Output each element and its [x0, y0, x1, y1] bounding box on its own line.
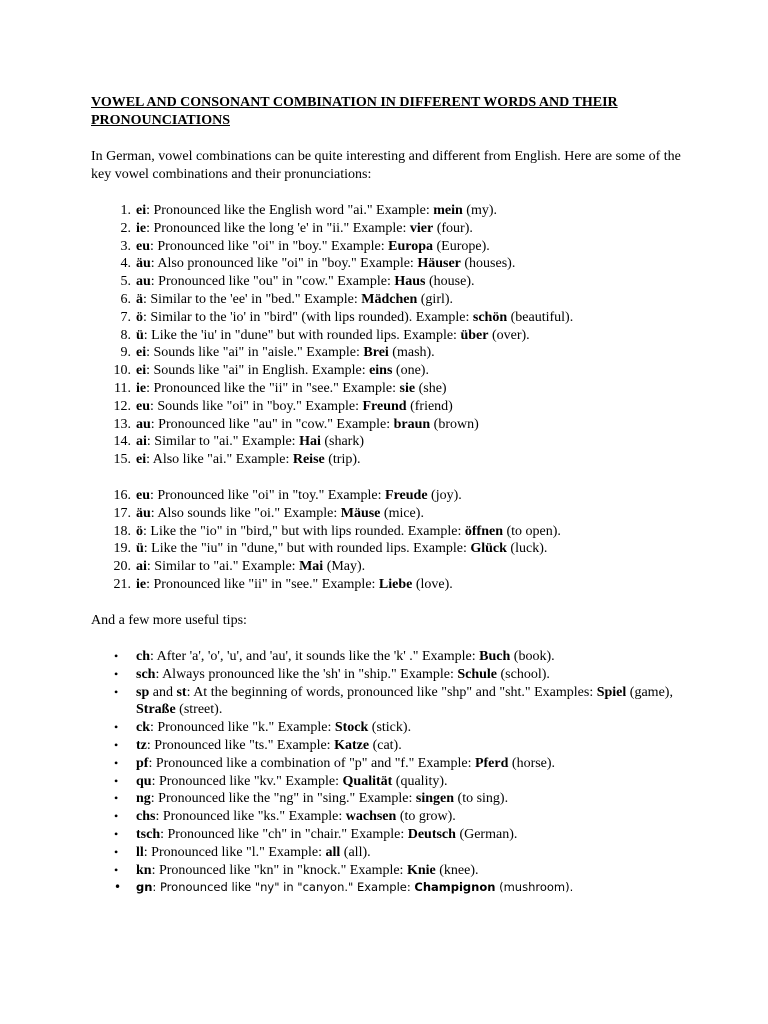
- list-item-text: [136, 309, 573, 327]
- tip-list-item: [91, 808, 681, 826]
- example-word: vier: [409, 220, 434, 236]
- list-item-text: [136, 737, 681, 755]
- combination-key: ai: [136, 434, 147, 450]
- example-word: mein: [433, 203, 463, 218]
- combination-key: au: [136, 274, 151, 290]
- combination-key: ei: [136, 363, 147, 379]
- translation: (trip).: [324, 452, 361, 468]
- vowel-list-item: [91, 202, 691, 220]
- description: : Similar to the 'io' in "bird" (with lips rounded). Example:: [143, 309, 473, 325]
- list-item-text: [136, 648, 681, 666]
- translation: (shark): [320, 434, 365, 450]
- tip-list-item: [91, 790, 681, 808]
- list-item-text: [136, 576, 453, 594]
- combination-key: ü: [136, 327, 144, 343]
- bullet-icon: •: [114, 666, 119, 681]
- combination-key: eu: [136, 398, 150, 414]
- example-word: Mädchen: [361, 291, 418, 307]
- list-item-text: [136, 719, 681, 737]
- translation: (mash).: [388, 345, 435, 361]
- list-item-text: [136, 273, 475, 291]
- list-item-text: [136, 666, 681, 684]
- combination-key: tsch: [136, 826, 161, 842]
- description: : Pronounced like "oi" in "boy." Example:: [150, 238, 389, 254]
- document-title: VOWEL AND CONSONANT COMBINATION IN DIFFERENT WORDS AND THEIR PRONOUNCIATIONS: [91, 95, 618, 128]
- combination-key: ch: [136, 649, 150, 664]
- list-number: 21.: [113, 576, 131, 592]
- translation: (school).: [497, 666, 550, 682]
- vowel-list-item: [91, 523, 691, 541]
- example-word: Qualität: [342, 773, 393, 789]
- combination-key: qu: [136, 773, 152, 789]
- list-item-text: [136, 505, 424, 523]
- translation: (mushroom).: [495, 880, 574, 895]
- translation: (mice).: [380, 505, 424, 521]
- bullet-icon: •: [114, 755, 119, 770]
- list-number: 15.: [113, 452, 131, 468]
- list-item-text: [136, 433, 364, 451]
- translation: (May).: [323, 559, 366, 575]
- example-word: singen: [415, 791, 455, 807]
- vowel-list-item: [91, 255, 691, 273]
- vowel-list-item: [91, 416, 691, 434]
- tip-list-item: [91, 648, 681, 666]
- list-item-text: [136, 451, 361, 469]
- example-word: Haus: [394, 274, 426, 290]
- description: : Pronounced like "ii" in "see." Example:: [146, 576, 379, 592]
- list-item-text: [136, 291, 453, 309]
- description: : Pronounced like "kn" in "knock." Example:: [151, 862, 407, 878]
- description: : Similar to "ai." Example:: [146, 434, 300, 450]
- combination-key: ö: [136, 523, 143, 539]
- description: : Like the 'iu' in "dune" but with rounded lips. Example:: [143, 327, 461, 343]
- example-word: eins: [369, 363, 393, 379]
- translation: (love).: [412, 576, 453, 592]
- list-item-text: [136, 844, 681, 862]
- combination-key: ei: [136, 203, 147, 218]
- vowel-list-item: [91, 220, 691, 238]
- description: : Pronounced like "au" in "cow." Example:: [150, 416, 394, 432]
- translation: (game),: [626, 684, 673, 700]
- description: : Always pronounced like the 'sh' in "ship." Example:: [155, 666, 458, 682]
- translation: (to open).: [503, 523, 561, 539]
- combination-key: ng: [136, 791, 151, 807]
- vowel-list-item: [91, 398, 691, 416]
- list-item-text: [136, 684, 681, 720]
- combination-key: ei: [136, 452, 147, 468]
- translation: (horse).: [508, 755, 556, 771]
- description: : Similar to "ai." Example:: [146, 559, 300, 575]
- vowel-list-item: [91, 309, 691, 327]
- example-word: Freund: [362, 398, 407, 414]
- tip-list-item: [91, 844, 681, 862]
- combination-key: ck: [136, 720, 150, 736]
- vowel-list-item: [91, 540, 691, 558]
- combination-key: sp: [136, 684, 150, 700]
- list-item-text: [136, 255, 515, 273]
- translation: (one).: [392, 363, 429, 379]
- vowel-list-item: [91, 327, 691, 345]
- translation: (knee).: [435, 862, 479, 878]
- tip-list-item: [91, 719, 681, 737]
- tips-intro: And a few more useful tips:: [91, 613, 247, 628]
- combination-key: gn: [136, 880, 153, 895]
- combination-key: chs: [136, 809, 156, 825]
- list-item-text: [136, 773, 681, 791]
- combination-key: st: [176, 684, 187, 700]
- vowel-list-item: [91, 558, 691, 576]
- example-word: Spiel: [596, 684, 627, 700]
- list-item-text: [136, 523, 561, 541]
- combination-key: pf: [136, 755, 149, 771]
- example-word: Knie: [406, 862, 436, 878]
- combination-key: ü: [136, 541, 144, 557]
- description: : Sounds like "ai" in "aisle." Example:: [146, 345, 364, 361]
- vowel-list-item: [91, 487, 691, 505]
- example-word: all: [325, 844, 341, 860]
- translation: (she): [415, 380, 447, 396]
- translation: (Europe).: [433, 238, 490, 254]
- bullet-icon: •: [114, 826, 119, 841]
- list-item-text: [136, 398, 453, 416]
- combination-key: äu: [136, 505, 151, 521]
- description: : Pronounced like "kv." Example:: [151, 773, 343, 789]
- list-number: 11.: [114, 380, 131, 396]
- tip-list-item: [91, 684, 681, 720]
- example-word: Freude: [385, 488, 428, 503]
- list-item-text: [136, 238, 490, 256]
- combination-key: ä: [136, 291, 143, 307]
- bullet-icon: •: [114, 684, 119, 699]
- example-word: sie: [399, 380, 416, 396]
- example-word: Glück: [470, 541, 507, 557]
- example-word: öffnen: [464, 523, 503, 539]
- bullet-icon: •: [114, 809, 119, 824]
- vowel-list-item: [91, 451, 691, 469]
- combination-key: ie: [136, 576, 147, 592]
- translation: (houses).: [460, 256, 516, 272]
- example-word: über: [460, 327, 489, 343]
- list-number: 12.: [113, 398, 131, 414]
- example-word: Brei: [363, 345, 389, 361]
- description: : Pronounced like the long 'e' in "ii." Example:: [146, 220, 410, 236]
- vowel-list-item: [91, 380, 691, 398]
- tip-list-item: [91, 862, 681, 880]
- translation: (beautiful).: [507, 309, 574, 325]
- translation: (to grow).: [396, 809, 456, 825]
- description: : Pronounced like a combination of "p" and "f." Example:: [148, 755, 475, 771]
- translation: (all).: [340, 844, 371, 860]
- list-number: 5.: [120, 274, 131, 290]
- list-item-text: [136, 808, 681, 826]
- description: : Pronounced like the English word "ai." Example:: [146, 203, 434, 218]
- description: : Sounds like "oi" in "boy." Example:: [150, 398, 363, 414]
- list-item-text: [136, 558, 365, 576]
- bullet-icon: •: [114, 649, 119, 663]
- list-number: 17.: [113, 505, 131, 521]
- example-word: Stock: [334, 720, 369, 736]
- list-item-text: [136, 862, 681, 880]
- list-item-text: [136, 826, 681, 844]
- vowel-list-item: [91, 433, 691, 451]
- translation: (quality).: [392, 773, 448, 789]
- example-word: Deutsch: [407, 826, 456, 842]
- list-number: 19.: [113, 541, 131, 557]
- intro-paragraph: In German, vowel combinations can be quite interesting and different from English. Here are some of the key vowel combinations and their pronunciations:: [91, 149, 681, 182]
- bullet-icon: •: [114, 844, 119, 859]
- description: : Pronounced like "ch" in "chair." Example:: [160, 826, 408, 842]
- connector: and: [149, 684, 177, 700]
- description: : Sounds like "ai" in English. Example:: [146, 363, 370, 379]
- tip-list-item: [91, 879, 681, 897]
- example-word: Champignon: [414, 880, 496, 895]
- combination-key: tz: [136, 737, 147, 753]
- vowel-list-item: [91, 362, 691, 380]
- list-item-text: [136, 755, 681, 773]
- description: : Pronounced like "ks." Example:: [155, 809, 346, 825]
- translation: (stick).: [368, 720, 412, 736]
- tip-list-item: [91, 773, 681, 791]
- tip-list-item: [91, 737, 681, 755]
- example-word: Europa: [388, 238, 434, 254]
- example-word: braun: [393, 416, 431, 432]
- description: : Like the "iu" in "dune," but with rounded lips. Example:: [143, 541, 471, 557]
- translation: (house).: [425, 274, 475, 290]
- example-word: Buch: [479, 649, 511, 664]
- list-item-text: [136, 416, 479, 434]
- description: : Pronounced like the "ng" in "sing." Example:: [150, 791, 416, 807]
- list-number: 6.: [120, 291, 131, 307]
- list-number: 7.: [120, 309, 131, 325]
- list-number: 3.: [120, 238, 131, 254]
- description: : At the beginning of words, pronounced like "shp" and "sht." Examples:: [186, 684, 597, 700]
- description: : After 'a', 'o', 'u', and 'au', it sounds like the 'k' ." Example:: [150, 649, 480, 664]
- tip-list-item: [91, 755, 681, 773]
- translation: (to sing).: [454, 791, 509, 807]
- description: : Like the "io" in "bird," but with lips rounded. Example:: [143, 523, 465, 539]
- list-number: 4.: [120, 256, 131, 272]
- combination-key: sch: [136, 666, 156, 682]
- list-item-text: [136, 380, 447, 398]
- description: : Also pronounced like "oi" in "boy." Example:: [150, 256, 418, 272]
- list-item-text: [136, 344, 435, 362]
- list-item-text: [136, 327, 530, 345]
- list-item-text: [136, 879, 681, 897]
- combination-key: ö: [136, 309, 143, 325]
- description: : Pronounced like the "ii" in "see." Example:: [146, 380, 400, 396]
- translation: (my).: [462, 203, 497, 218]
- combination-key: ie: [136, 220, 147, 236]
- combination-key: au: [136, 416, 151, 432]
- description: : Pronounced like "ou" in "cow." Example:: [150, 274, 395, 290]
- list-number: 9.: [120, 345, 131, 361]
- list-item-text: [136, 220, 473, 238]
- example-word: Mai: [299, 559, 324, 575]
- example-word: Katze: [334, 737, 370, 753]
- translation: (over).: [488, 327, 530, 343]
- combination-key: eu: [136, 238, 150, 254]
- combination-key: eu: [136, 488, 150, 503]
- example-word: Pferd: [474, 755, 509, 771]
- example-word: Liebe: [378, 576, 413, 592]
- combination-key: kn: [136, 862, 152, 878]
- list-number: 1.: [120, 203, 131, 218]
- description: : Pronounced like "oi" in "toy." Example:: [150, 488, 386, 503]
- description: : Pronounced like "ts." Example:: [146, 737, 335, 753]
- example-word: Reise: [292, 452, 325, 468]
- list-number: 10.: [113, 363, 131, 379]
- description: : Similar to the 'ee' in "bed." Example:: [143, 291, 362, 307]
- example-word: Mäuse: [340, 505, 381, 521]
- vowel-list-part-2: [91, 487, 691, 594]
- translation: (four).: [433, 220, 473, 236]
- vowel-list-item: [91, 505, 691, 523]
- translation: (street).: [175, 702, 223, 718]
- translation: (book).: [510, 649, 555, 664]
- example-word: Hai: [299, 434, 321, 450]
- vowel-list-item: [91, 291, 691, 309]
- list-item-text: [136, 362, 429, 380]
- tip-list-item: [91, 826, 681, 844]
- combination-key: ll: [136, 844, 144, 860]
- tip-list-item: [91, 666, 681, 684]
- vowel-list-part-1: [91, 202, 691, 469]
- list-number: 14.: [113, 434, 131, 450]
- description: : Also sounds like "oi." Example:: [150, 505, 341, 521]
- translation: (brown): [430, 416, 479, 432]
- description: : Pronounced like "ny" in "canyon." Example:: [152, 880, 415, 895]
- vowel-list-item: [91, 576, 691, 594]
- bullet-icon: •: [114, 791, 119, 806]
- translation: (cat).: [369, 737, 402, 753]
- combination-key: ei: [136, 345, 147, 361]
- combination-key: ie: [136, 380, 147, 396]
- vowel-list-item: [91, 273, 691, 291]
- list-item-text: [136, 540, 547, 558]
- translation: (joy).: [427, 488, 462, 503]
- translation: (friend): [406, 398, 453, 414]
- example-word: Schule: [457, 666, 498, 682]
- bullet-icon: •: [114, 737, 119, 752]
- bullet-icon: •: [114, 773, 119, 788]
- list-item-text: [136, 487, 462, 505]
- example-word: Straße: [136, 702, 176, 718]
- list-number: 8.: [120, 327, 131, 343]
- translation: (German).: [455, 826, 518, 842]
- bullet-icon: •: [114, 862, 119, 877]
- description: : Pronounced like "l." Example:: [143, 844, 326, 860]
- list-number: 18.: [113, 523, 131, 539]
- description: : Pronounced like "k." Example:: [150, 720, 335, 736]
- translation: (girl).: [417, 291, 454, 307]
- description: : Also like "ai." Example:: [146, 452, 293, 468]
- example-word: wachsen: [345, 809, 397, 825]
- vowel-list-item: [91, 238, 691, 256]
- list-number: 20.: [113, 559, 131, 575]
- list-item-text: [136, 790, 681, 808]
- list-number: 2.: [120, 220, 131, 236]
- combination-key: ai: [136, 559, 147, 575]
- vowel-list-item: [91, 344, 691, 362]
- example-word: Häuser: [417, 256, 461, 272]
- list-number: 13.: [113, 416, 131, 432]
- list-item-text: [136, 202, 497, 220]
- combination-key: äu: [136, 256, 151, 272]
- list-number: 16.: [113, 488, 131, 503]
- tips-list: [91, 648, 681, 897]
- bullet-icon: •: [114, 720, 119, 735]
- translation: (luck).: [506, 541, 548, 557]
- example-word: schön: [472, 309, 508, 325]
- bullet-icon: •: [114, 880, 122, 895]
